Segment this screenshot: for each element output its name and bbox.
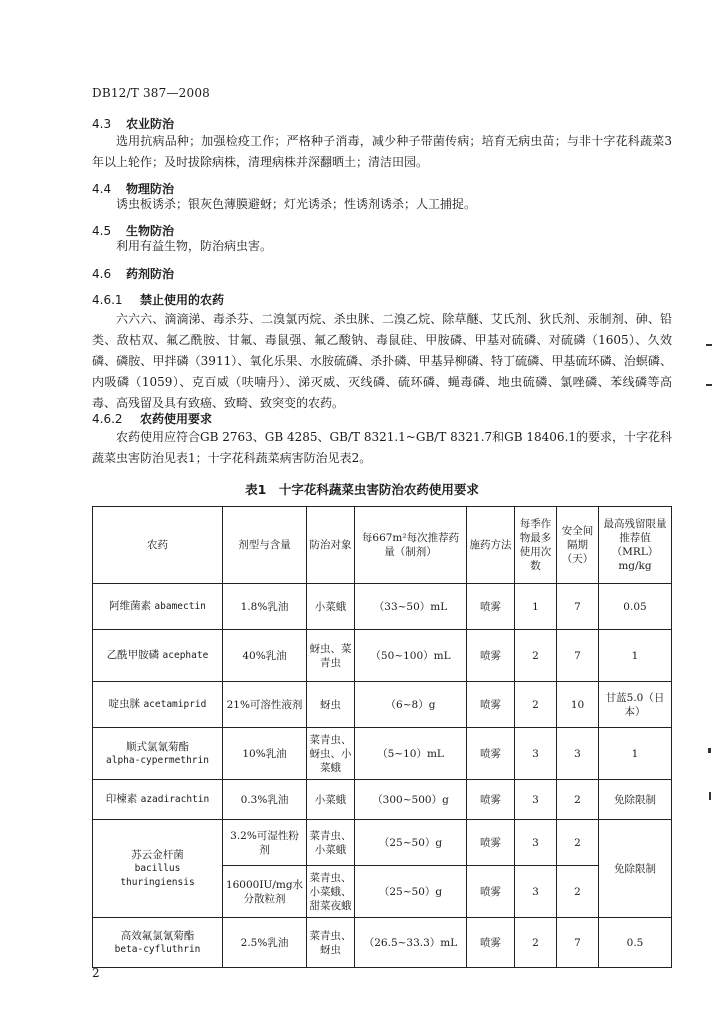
- table-row: [93, 630, 672, 682]
- table-row: [93, 820, 672, 866]
- interval-cell: 7: [557, 918, 599, 968]
- section-text: 农药使用应符合GB 2763、GB 4285、GB/T 8321.1~GB/T 8321.7和GB 18406.1的要求，十字花科蔬菜虫害防治见表1；十字花科蔬菜病害防治见表2。: [92, 430, 672, 465]
- header-interval: 安全间隔期（天）: [557, 507, 599, 584]
- pesticide-name: 乙酰甲胺磷 acephate: [93, 630, 223, 682]
- target-cell: 蚜虫: [307, 682, 355, 728]
- method-cell: 喷雾: [467, 682, 515, 728]
- max-times-cell: 3: [515, 820, 557, 866]
- target-cell: 小菜蛾: [307, 780, 355, 820]
- scan-mark: [706, 384, 712, 386]
- dosage-cell: （25~50）g: [355, 866, 467, 918]
- interval-cell: 2: [557, 820, 599, 866]
- standard-code: DB12/T 387—2008: [92, 86, 211, 100]
- section-text: 选用抗病品种；加强检疫工作；严格种子消毒，减少种子带菌传病；培育无病虫苗；与非十字花科蔬菜3年以上轮作；及时拔除病株，清理病株并深翻晒土；清洁田园。: [92, 134, 672, 169]
- dosage-cell: （6~8）g: [355, 682, 467, 728]
- header-pesticide: 农药: [93, 507, 223, 584]
- target-cell: 菜青虫、小菜蛾: [307, 820, 355, 866]
- max-times-cell: 2: [515, 918, 557, 968]
- pesticide-name: 印楝素 azadirachtin: [93, 780, 223, 820]
- target-cell: 菜青虫、小菜蛾、甜菜夜蛾: [307, 866, 355, 918]
- target-cell: 菜青虫、蚜虫、小菜蛾: [307, 728, 355, 780]
- section-text: 利用有益生物，防治病虫害。: [116, 239, 273, 253]
- section-heading: 4.4 物理防治: [92, 182, 175, 196]
- section-text: 六六六、滴滴涕、毒杀芬、二溴氯丙烷、杀虫脒、二溴乙烷、除草醚、艾氏剂、狄氏剂、汞制剂、砷、铅类、敌枯双、氟乙酰胺、甘氟、毒鼠强、氟乙酸钠、毒鼠硅、甲胺磷、甲基对硫磷、对硫磷（1605）、久效磷、磷胺、甲拌磷（3911）、氧化乐果、水胺硫磷、杀扑磷、甲基异柳磷、特丁硫磷、甲基硫环磷、治螟磷、内吸磷（1059）、克百威（呋喃丹）、涕灭威、灭线磷、硫环磷、蝇毒磷、地虫硫磷、氯唑磷、苯线磷等高毒、高残留及具有致癌、致畸、致突变的农药。: [92, 312, 672, 410]
- dosage-cell: （33~50）mL: [355, 584, 467, 630]
- scan-mark: [709, 792, 711, 800]
- interval-cell: 10: [557, 682, 599, 728]
- pesticide-name: 阿维菌素 abamectin: [93, 584, 223, 630]
- target-cell: 小菜蛾: [307, 584, 355, 630]
- scan-mark: [708, 748, 711, 753]
- method-cell: 喷雾: [467, 584, 515, 630]
- max-times-cell: 3: [515, 728, 557, 780]
- header-max-times: 每季作物最多使用次数: [515, 507, 557, 584]
- method-cell: 喷雾: [467, 728, 515, 780]
- max-times-cell: 2: [515, 682, 557, 728]
- table-row: [93, 780, 672, 820]
- pesticide-name: 啶虫脒 acetamiprid: [93, 682, 223, 728]
- method-cell: 喷雾: [467, 820, 515, 866]
- dosage-cell: （50~100）mL: [355, 630, 467, 682]
- dosage-cell: （25~50）g: [355, 820, 467, 866]
- pesticide-name: 苏云金杆菌 bacillus thuringiensis: [93, 820, 223, 918]
- formulation-cell: 3.2%可湿性粉剂: [223, 820, 307, 866]
- formulation-cell: 21%可溶性液剂: [223, 682, 307, 728]
- mrl-cell: 1: [599, 728, 672, 780]
- method-cell: 喷雾: [467, 630, 515, 682]
- max-times-cell: 3: [515, 866, 557, 918]
- pesticide-name: 高效氟氯氰菊酯 beta-cyfluthrin: [93, 918, 223, 968]
- target-cell: 蚜虫、菜青虫: [307, 630, 355, 682]
- table-row: [93, 682, 672, 728]
- dosage-cell: （300~500）g: [355, 780, 467, 820]
- section-text: 诱虫板诱杀；银灰色薄膜避蚜；灯光诱杀；性诱剂诱杀；人工捕捉。: [116, 197, 477, 211]
- table-row: [93, 728, 672, 780]
- formulation-cell: 2.5%乳油: [223, 918, 307, 968]
- formulation-cell: 10%乳油: [223, 728, 307, 780]
- header-mrl: 最高残留限量推荐值（MRL）mg/kg: [599, 507, 672, 584]
- table-caption: 表1 十字花科蔬菜虫害防治农药使用要求: [245, 482, 479, 497]
- header-method: 施药方法: [467, 507, 515, 584]
- mrl-cell: 0.5: [599, 918, 672, 968]
- target-cell: 菜青虫、蚜虫: [307, 918, 355, 968]
- table-header-row: [93, 507, 672, 584]
- method-cell: 喷雾: [467, 780, 515, 820]
- section-heading: 4.6.2 农药使用要求: [92, 412, 213, 426]
- interval-cell: 2: [557, 780, 599, 820]
- mrl-cell: 免除限制: [599, 820, 672, 918]
- dosage-cell: （26.5~33.3）mL: [355, 918, 467, 968]
- formulation-cell: 0.3%乳油: [223, 780, 307, 820]
- header-target: 防治对象: [307, 507, 355, 584]
- interval-cell: 2: [557, 866, 599, 918]
- header-dosage: 每667m²每次推荐药量（制剂）: [355, 507, 467, 584]
- mrl-cell: 1: [599, 630, 672, 682]
- mrl-cell: 免除限制: [599, 780, 672, 820]
- mrl-cell: 甘蓝5.0（日本）: [599, 682, 672, 728]
- formulation-cell: 1.8%乳油: [223, 584, 307, 630]
- pesticide-name: 顺式氯氰菊酯 alpha-cypermethrin: [93, 728, 223, 780]
- formulation-cell: 16000IU/mg水分散粒剂: [223, 866, 307, 918]
- header-formulation: 剂型与含量: [223, 507, 307, 584]
- method-cell: 喷雾: [467, 866, 515, 918]
- interval-cell: 7: [557, 630, 599, 682]
- page-number: 2: [92, 966, 100, 980]
- dosage-cell: （5~10）mL: [355, 728, 467, 780]
- section-heading: 4.5 生物防治: [92, 224, 175, 238]
- scan-mark: [706, 344, 712, 346]
- max-times-cell: 2: [515, 630, 557, 682]
- table-row: [93, 918, 672, 968]
- mrl-cell: 0.05: [599, 584, 672, 630]
- max-times-cell: 1: [515, 584, 557, 630]
- table-row: [93, 584, 672, 630]
- pesticide-table: [92, 506, 672, 968]
- section-heading: 4.6 药剂防治: [92, 267, 175, 281]
- formulation-cell: 40%乳油: [223, 630, 307, 682]
- section-heading: 4.6.1 禁止使用的农药: [92, 293, 225, 307]
- interval-cell: 7: [557, 584, 599, 630]
- max-times-cell: 3: [515, 780, 557, 820]
- interval-cell: 3: [557, 728, 599, 780]
- section-heading: 4.3 农业防治: [92, 117, 175, 131]
- method-cell: 喷雾: [467, 918, 515, 968]
